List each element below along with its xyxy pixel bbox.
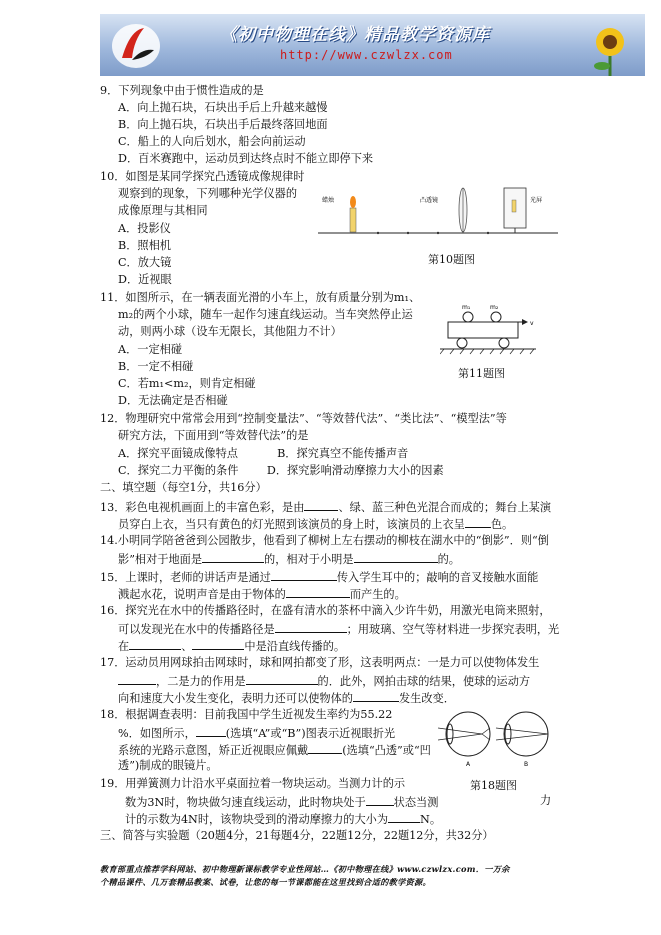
q9-option-c: C．船上的人向后划水，船会向前运动 — [118, 135, 306, 148]
q13-line-1 — [100, 499, 551, 515]
site-logo-icon — [108, 18, 164, 72]
q18-fig-a-label: A — [466, 761, 471, 768]
q17-text-2b: 的．此外，网拍击球的结果，使球的运动方 — [317, 675, 531, 688]
q15-blank-1[interactable] — [271, 569, 337, 581]
q18-blank-2[interactable] — [308, 742, 342, 754]
q19-line-3 — [125, 811, 441, 827]
q18-text-3b: (选填“凸透”或“凹 — [342, 744, 431, 757]
q13-line-2 — [118, 516, 513, 532]
q13-text-2b: 色。 — [490, 518, 514, 531]
q19-text-2c: 力 — [540, 794, 552, 807]
q17-text-2a: ，二是力的作用是 — [156, 675, 246, 688]
q10-fig-screen-label: 光屏 — [530, 197, 543, 204]
q16-blank-1[interactable] — [275, 621, 347, 633]
q11-fig-m1-label: m₁ — [462, 304, 471, 311]
q18-text-2a: %．如图所示， — [118, 727, 196, 740]
q18-eye-a — [438, 712, 490, 756]
q16-text-3b: 、 — [181, 640, 193, 653]
q10-figure — [318, 180, 558, 242]
q17-line-3 — [118, 690, 455, 706]
q14-text-2b: 的，相对于小明是 — [264, 553, 354, 566]
q18-text-2b: (选填“A”或“B”)图表示近视眼折光 — [225, 727, 396, 740]
q9-stem: 9．下列现象中由于惯性造成的是 — [100, 84, 264, 97]
q10-option-d: D．近视眼 — [118, 273, 172, 286]
q15-text-1b: 传入学生耳中的；敲响的音叉接触水面能 — [336, 571, 539, 584]
q10-stem-3: 成像原理与其相同 — [118, 204, 208, 217]
q10-stem-2: 观察到的现象，下列哪种光学仪器的 — [118, 187, 298, 200]
q19-line-1: 19．用弹簧测力计沿水平桌面拉着一物块运动。当测力计的示 — [100, 777, 406, 790]
q15-text-2b: 而产生的。 — [349, 588, 406, 601]
header-title: 《初中物理在线》精品教学资源库 — [220, 25, 490, 45]
q16-line-3 — [118, 638, 345, 654]
sunflower-icon — [560, 14, 645, 76]
q12-stem-2: 研究方法，下面用到“等效替代法”的是 — [118, 429, 309, 442]
q18-blank-1[interactable] — [196, 725, 226, 737]
q14-blank-1[interactable] — [202, 551, 264, 563]
q10-fig-lens-label: 凸透镜 — [420, 197, 439, 204]
q14-line-1: 14.小明同学陪爸爸到公园散步，他看到了柳树上左右摆动的柳枝在湖水中的“倒影”．则“倒 — [100, 534, 549, 547]
q19-line-2 — [125, 794, 438, 810]
q9-option-b: B．向上抛石块，石块出手后最终落回地面 — [118, 118, 328, 131]
q10-option-b: B．照相机 — [118, 239, 171, 252]
q16-blank-2[interactable] — [129, 638, 181, 650]
q17-text-3b: 发生改变． — [398, 692, 455, 705]
q18-line-4: 透”)制成的眼镜片。 — [118, 759, 218, 772]
q18-line-3 — [118, 742, 431, 758]
q15-line-2 — [118, 586, 406, 602]
q13-text-2a: 员穿白上衣，当只有黄色的灯光照到该演员的身上时，该演员的上衣呈 — [118, 518, 465, 531]
q19-blank-2[interactable] — [388, 811, 420, 823]
q17-line-2 — [118, 673, 530, 689]
q16-text-2b: ；用玻璃、空气等材料进一步探究表明，光 — [346, 623, 560, 636]
q10-option-a: A．投影仪 — [118, 222, 171, 235]
q11-stem-2: m₂的两个小球，随车一起作匀速直线运动。当车突然停止运 — [118, 308, 413, 321]
q19-text-3b: N。 — [420, 813, 442, 826]
q14-text-2a: 影”相对于地面是 — [118, 553, 203, 566]
footer-line-2: 个精品课件、几万套精品教案、试卷，让您的每一节课都能在这里找到合适的教学资源。 — [100, 877, 432, 887]
q17-text-3a: 向和速度大小发生变化，表明力还可以使物体的 — [118, 692, 353, 705]
q15-line-1 — [100, 569, 538, 585]
q18-eye-b — [496, 712, 548, 756]
section-3-heading: 三、简答与实验题（20题4分，21每题4分，22题12分，22题12分，共32分） — [100, 829, 494, 842]
q14-blank-2[interactable] — [354, 551, 438, 563]
q10-fig-candle-label: 蜡烛 — [322, 197, 335, 204]
q10-stem-1: 10．如图是某同学探究凸透镜成像规律时 — [100, 170, 305, 183]
q16-text-3a: 在 — [118, 640, 130, 653]
q16-text-2a: 可以发现光在水中的传播路径是 — [118, 623, 275, 636]
q18-figure — [438, 708, 558, 770]
q13-text-1a: 13．彩色电视机画面上的丰富色彩，是由 — [100, 501, 305, 514]
q9-option-a: A．向上抛石块，石块出手后上升越来越慢 — [118, 101, 328, 114]
q18-figure-caption: 第18题图 — [470, 779, 517, 792]
q12-stem-1: 12．物理研究中常常会用到“控制变量法”、“等效替代法”、“类比法”、“模型法”等 — [100, 412, 507, 425]
header-banner — [100, 14, 645, 76]
q10-option-c: C．放大镜 — [118, 256, 172, 269]
q18-text-3a: 系统的光路示意图，矫正近视眼应佩戴 — [118, 744, 309, 757]
q16-line-2 — [118, 621, 559, 637]
q11-stem-3: 动，则两小球（设车无限长，其他阻力不计） — [118, 325, 342, 338]
q11-fig-m2-label: m₂ — [490, 304, 499, 311]
q9-option-d: D．百米赛跑中，运动员到达终点时不能立即停下来 — [118, 152, 374, 165]
q19-text-2a: 数为3N时，物块做匀速直线运动，此时物块处于 — [125, 796, 366, 809]
q11-figure-caption: 第11题图 — [458, 367, 505, 380]
q17-blank-3[interactable] — [353, 690, 399, 702]
q15-text-2a: 溅起水花，说明声音是由于物体的 — [118, 588, 286, 601]
q15-text-1a: 15．上课时，老师的讲话声是通过 — [100, 571, 271, 584]
section-2-heading: 二、填空题（每空1分，共16分） — [100, 481, 267, 494]
q11-figure — [440, 302, 540, 360]
q16-text-3c: 中是沿直线传播的。 — [244, 640, 346, 653]
q11-option-d: D．无法确定是否相碰 — [118, 394, 228, 407]
q19-text-2b: 状态当测 — [393, 796, 439, 809]
q16-blank-3[interactable] — [192, 638, 244, 650]
q13-text-1b: 、绿、蓝三种色光混合而成的；舞台上某演 — [338, 501, 552, 514]
q17-blank-2[interactable] — [246, 673, 318, 685]
q18-line-1: 18．根据调查表明：目前我国中学生近视发生率约为55.22 — [100, 708, 393, 721]
q13-blank-2[interactable] — [465, 516, 491, 528]
q19-blank-1[interactable] — [366, 794, 394, 806]
q11-fig-velocity-label: v — [530, 320, 534, 327]
q11-option-a: A．一定相碰 — [118, 343, 183, 356]
q11-stem-1: 11．如图所示，在一辆表面光滑的小车上，放有质量分别为m₁、 — [100, 291, 421, 304]
header-url[interactable]: http://www.czwlzx.com — [280, 48, 453, 62]
q10-figure-caption: 第10题图 — [428, 253, 475, 266]
q16-line-1: 16．探究光在水中的传播路径时，在盛有清水的茶杯中滴入少许牛奶，用激光电筒来照射， — [100, 604, 551, 617]
q14-line-2 — [118, 551, 460, 567]
footer-line-1: 教育部重点推荐学科网站、初中物理新课标教学专业性网站…《初中物理在线》www.czwlzx.com．一万余 — [100, 864, 510, 874]
q14-text-2c: 的。 — [437, 553, 460, 566]
q12-options-cd: C．探究二力平衡的条件 D．探究影响滑动摩擦力大小的因素 — [118, 464, 444, 477]
q18-fig-b-label: B — [524, 761, 529, 768]
q17-line-1: 17．运动员用网球拍击网球时，球和网拍都变了形，这表明两点：一是力可以使物体发生 — [100, 656, 540, 669]
q11-option-b: B．一定不相碰 — [118, 360, 194, 373]
q11-option-c: C．若m₁<m₂，则肯定相碰 — [118, 377, 256, 390]
q12-options-ab: A．探究平面镜成像特点 B．探究真空不能传播声音 — [118, 447, 409, 460]
q13-blank-1[interactable] — [304, 499, 338, 511]
q18-line-2 — [118, 725, 395, 741]
q19-text-3a: 计的示数为4N时，该物块受到的滑动摩擦力的大小为 — [125, 813, 389, 826]
q15-blank-2[interactable] — [286, 586, 350, 598]
q17-blank-1[interactable] — [118, 673, 156, 685]
